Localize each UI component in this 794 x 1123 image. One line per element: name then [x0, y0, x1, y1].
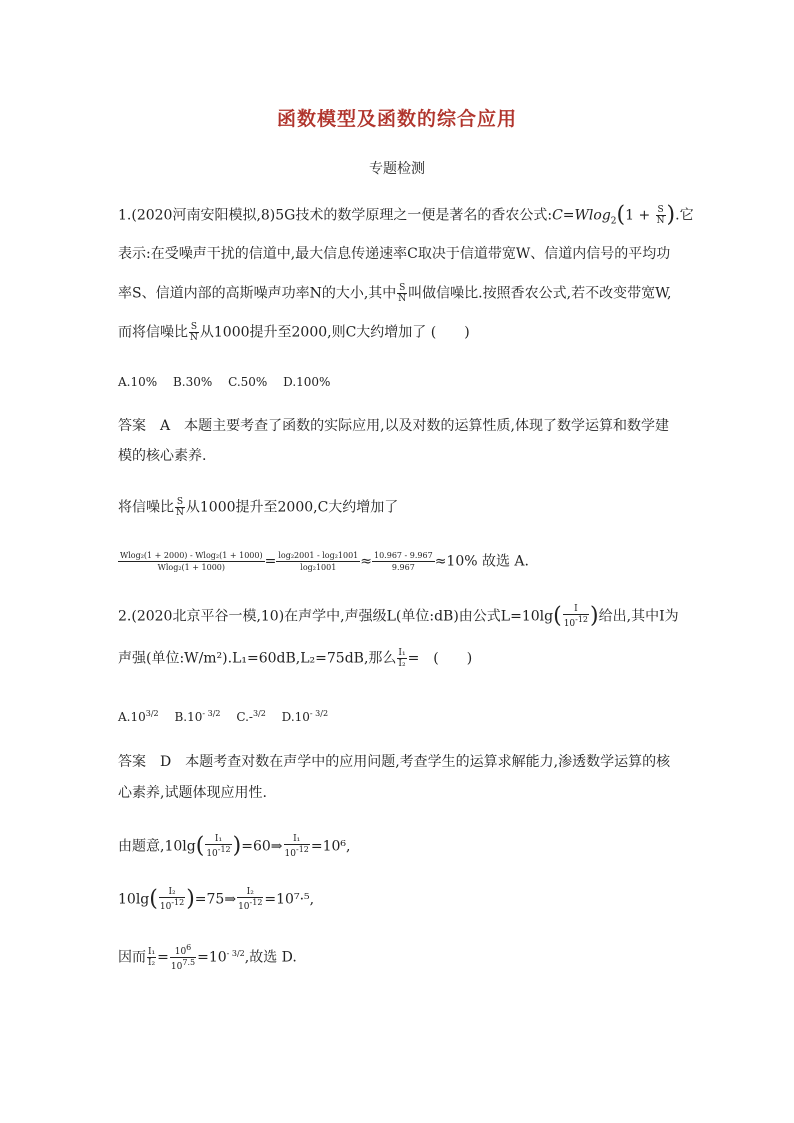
- q1-answer-2: 模的核心素养.: [118, 448, 207, 464]
- q1-solution-1: 将信噪比 $\frac{S}{N}$ 从1000提升至2000,C大约增加了: [118, 497, 399, 518]
- q2-solution-3: 因而 $\frac{\text{I₁}}{\text{I₂}}$ = $\frac{10^6}{10^{7.5}}$ $=10^{- 3/2}$,故选 D.: [118, 943, 297, 972]
- q1-line-3: 率S、信道内部的高斯噪声功率N的大小,其中 $\frac{S}{N}$ 叫做信噪比.按照香农公式,若不改变带宽W,: [118, 283, 672, 304]
- q2-line-1: 2.(2020北京平谷一模,10)在声学中,声强级L(单位:dB)由公式L=10lg( $\frac{I}{10^{-12}}$ )给出,其中I为: [118, 603, 679, 629]
- page-subtitle: 专题检测: [369, 161, 425, 177]
- solution-fraction-3: $\frac{10.967 - 9.967}{9.967}$: [374, 551, 433, 572]
- q2-solution-1: 由题意,10lg( $\frac{\text{I₁}}{10^{-12}}$ )=60⇒ $\frac{\text{I₁}}{10^{-12}}$ =10⁶,: [118, 833, 351, 859]
- q2-answer-1: 答案 D 本题考查对数在声学中的应用问题,考查学生的运算求解能力,渗透数学运算的核: [118, 754, 671, 770]
- q1-line-4: 而将信噪比 $\frac{S}{N}$ 从1000提升至2000,则C大约增加了 ( ): [118, 322, 470, 343]
- q1-line-2: 表示:在受噪声干扰的信道中,最大信息传递速率C取决于信道带宽W、信道内信号的平均功: [118, 246, 671, 262]
- q2-solution-2: 10lg( $\frac{\text{I₂}}{10^{-12}}$ )=75⇒ $\frac{\text{I₂}}{10^{-12}}$ =10⁷·⁵,: [118, 886, 315, 912]
- q2-line-2: 声强(单位:W/m²).L₁=60dB,L₂=75dB,那么 $\frac{\text{I₁}}{\text{I₂}}$ = ( ): [118, 648, 473, 669]
- q1-solution-2: $\frac{\text{Wlog₂(1 + 2000) - Wlog₂(1 + 1000)}}{\text{Wlog₂(1 + 1000)}}$ = $\frac{\text{log₂2001 - log₂1001}}{\text{log₂1001}}$ ≈ $\frac{10.967 - 9.967}{9.967}$ ≈10% 故选 A.: [120, 551, 529, 572]
- q1-line-1: 1.(2020河南安阳模拟,8)5G技术的数学原理之一便是著名的香农公式:C=Wlog$_2$(1 + $\frac{S}{N}$ ).它: [118, 202, 694, 228]
- solution-fraction-1: $\frac{\text{Wlog₂(1 + 2000) - Wlog₂(1 + 1000)}}{\text{Wlog₂(1 + 1000)}}$: [120, 551, 263, 572]
- q1-answer-1: 答案 A 本题主要考查了函数的实际应用,以及对数的运算性质,体现了数学运算和数学建: [118, 418, 670, 434]
- page-title: 函数模型及函数的综合应用: [276, 108, 517, 130]
- solution-fraction-2: $\frac{\text{log₂2001 - log₂1001}}{\text{log₂1001}}$: [278, 551, 359, 572]
- q2-answer-2: 心素养,试题体现应用性.: [118, 785, 267, 801]
- q2-options: $A.10^{3/2}$ $B.10^{- 3/2}$ C.-$^{3/2}$ $D.10^{- 3/2}$: [118, 709, 329, 724]
- q1-options: A.10% B.30% C.50% D.100%: [118, 375, 331, 389]
